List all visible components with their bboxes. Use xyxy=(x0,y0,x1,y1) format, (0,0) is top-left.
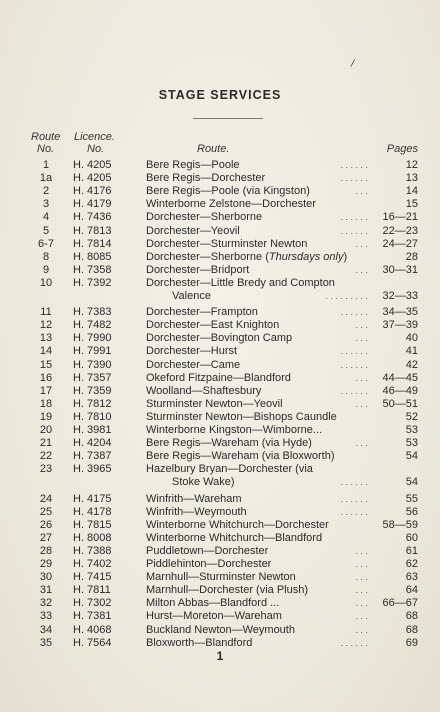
leader-dots: . . . . . . . . . xyxy=(325,291,368,301)
leader-dots: . . . . . . xyxy=(340,359,368,370)
route-name: Bere Regis—Wareham (via Bloxworth) xyxy=(146,450,335,463)
route-name: Hazelbury Bryan—Dorchester (via xyxy=(146,463,313,476)
page-ref: 58—59 xyxy=(382,518,418,531)
route-name: Dorchester—Sherborne xyxy=(146,211,263,224)
page-ref: 68 xyxy=(405,623,418,636)
page-ref: 53 xyxy=(405,424,418,436)
route-number: 28 xyxy=(39,544,53,557)
route-number: 30 xyxy=(39,571,53,584)
leader-dots: . . . . . . xyxy=(340,173,368,184)
page-ref: 55 xyxy=(405,492,418,505)
licence-number: H. 4178 xyxy=(73,505,112,518)
leader-dots: . . . xyxy=(355,372,368,383)
table-row xyxy=(0,185,440,198)
leader-dots: . . . . . . xyxy=(340,212,368,223)
table-row xyxy=(0,584,440,597)
table-row xyxy=(0,637,440,650)
table-row xyxy=(0,345,440,358)
licence-number: H. 7357 xyxy=(73,371,112,384)
leader-dots: . . . xyxy=(355,398,368,409)
page-ref: 40 xyxy=(405,332,418,345)
route-name: Buckland Newton—Weymouth xyxy=(146,623,295,636)
route-name: Winterborne Whitchurch—Dorchester xyxy=(146,518,329,531)
licence-number: H. 4204 xyxy=(73,437,112,450)
table-row xyxy=(0,225,440,238)
route-name: Dorchester—Frampton xyxy=(146,306,258,319)
table-row xyxy=(0,506,440,519)
page-ref: 13 xyxy=(405,172,418,185)
route-number: 34 xyxy=(39,623,53,636)
leader-dots: . . . xyxy=(355,624,368,635)
route-number: 26 xyxy=(39,518,53,531)
table-row xyxy=(0,211,440,224)
route-name: Puddletown—Dorchester xyxy=(146,544,269,557)
leader-dots: . . . . . . xyxy=(340,493,368,504)
table-row xyxy=(0,476,440,489)
licence-number: H. 7387 xyxy=(73,450,112,463)
title-rule xyxy=(193,118,263,119)
table-row xyxy=(0,159,440,172)
route-number: 18 xyxy=(39,397,53,410)
licence-number: H. 7813 xyxy=(73,224,112,237)
route-number: 21 xyxy=(39,437,53,450)
route-name: Valence xyxy=(172,290,211,302)
page-ref: 62 xyxy=(405,558,418,570)
licence-number: H. 4179 xyxy=(73,198,112,211)
leader-dots: . . . . . . xyxy=(340,346,368,357)
page-ref: 42 xyxy=(405,358,418,371)
pen-mark: / xyxy=(349,57,356,71)
page-ref: 34—35 xyxy=(382,306,418,319)
route-number: 19 xyxy=(39,410,53,423)
route-name: Winterborne Kingston—Wimborne... xyxy=(146,424,323,436)
page-ref: 54 xyxy=(405,450,418,463)
licence-number: H. 7390 xyxy=(73,358,112,371)
licence-number: H. 7991 xyxy=(73,345,112,358)
licence-number: H. 7436 xyxy=(73,211,112,224)
page-ref: 24—27 xyxy=(382,237,418,250)
table-row xyxy=(0,450,440,463)
table-row xyxy=(0,597,440,610)
table-row xyxy=(0,306,440,319)
page-ref: 30—31 xyxy=(382,263,418,276)
route-name: Hurst—Moreton—Wareham xyxy=(146,610,282,623)
leader-dots: . . . . . . xyxy=(340,506,368,517)
route-name: Winterborne Whitchurch—Blandford xyxy=(146,531,323,544)
table-row xyxy=(0,411,440,424)
table-row xyxy=(0,398,440,411)
route-name: Dorchester—Sturminster Newton xyxy=(146,237,308,250)
page-ref: 61 xyxy=(405,544,418,557)
route-number: 1 xyxy=(42,159,50,171)
table-row xyxy=(0,624,440,637)
route-number: 4 xyxy=(42,211,50,224)
route-number: 33 xyxy=(39,610,53,623)
route-number: 25 xyxy=(39,505,53,518)
licence-number: H. 7392 xyxy=(73,276,112,289)
table-row xyxy=(0,493,440,506)
licence-number: H. 4175 xyxy=(73,492,112,505)
leader-dots: . . . . . . xyxy=(340,160,368,170)
page-ref: 66—67 xyxy=(382,597,418,610)
route-name: Dorchester—Yeovil xyxy=(146,224,240,237)
route-number: 6-7 xyxy=(38,237,54,250)
licence-number: H. 4205 xyxy=(73,172,112,185)
table-row xyxy=(0,385,440,398)
route-name: Sturminster Newton—Yeovil xyxy=(146,397,283,410)
page-ref: 15 xyxy=(405,198,418,211)
licence-number: H. 4205 xyxy=(73,159,112,171)
route-number: 16 xyxy=(39,371,53,384)
route-number: 22 xyxy=(39,450,53,463)
route-name: Bere Regis—Wareham (via Hyde) xyxy=(146,437,312,450)
licence-number: H. 7482 xyxy=(73,319,112,332)
table-row xyxy=(0,571,440,584)
licence-number: H. 7415 xyxy=(73,571,112,584)
licence-number: H. 7302 xyxy=(73,597,112,610)
route-name: Bere Regis—Poole (via Kingston) xyxy=(146,185,310,198)
route-number: 10 xyxy=(39,276,53,289)
route-number: 20 xyxy=(39,424,53,436)
licence-number: H. 7359 xyxy=(73,384,112,397)
licence-number: H. 7383 xyxy=(73,306,112,319)
page-ref: 28 xyxy=(405,250,418,263)
page-ref: 37—39 xyxy=(382,319,418,332)
route-number: 24 xyxy=(39,492,53,505)
page-ref: 41 xyxy=(405,345,418,358)
licence-number: H. 3981 xyxy=(73,424,112,436)
route-name: Winfrith—Wareham xyxy=(146,492,242,505)
page-ref: 54 xyxy=(405,476,418,489)
page-ref: 46—49 xyxy=(382,384,418,397)
table-row xyxy=(0,558,440,571)
route-number: 2 xyxy=(42,185,50,198)
route-number: 14 xyxy=(39,345,53,358)
leader-dots: . . . xyxy=(355,585,368,596)
header-route: Route. xyxy=(197,143,230,155)
page-ref: 14 xyxy=(405,185,418,198)
licence-number: H. 4068 xyxy=(73,623,112,636)
leader-dots: . . . xyxy=(355,320,368,331)
route-name: Milton Abbas—Blandford ... xyxy=(146,597,280,610)
route-number: 9 xyxy=(42,263,50,276)
header-licence-line1: Licence. xyxy=(74,131,115,143)
page-ref: 52 xyxy=(405,410,418,423)
leader-dots: . . . . . . xyxy=(340,225,368,236)
route-number: 1a xyxy=(39,172,53,185)
route-name: Dorchester—Bridport xyxy=(146,263,250,276)
licence-number: H. 7381 xyxy=(73,610,112,623)
leader-dots: . . . xyxy=(355,559,368,569)
leader-dots: . . . . . . xyxy=(340,477,368,488)
route-name: Marnhull—Sturminster Newton xyxy=(146,571,296,584)
route-name: Dorchester—Bovington Camp xyxy=(146,332,293,345)
licence-number: H. 7812 xyxy=(73,397,112,410)
licence-number: H. 3965 xyxy=(73,463,112,476)
leader-dots: . . . xyxy=(355,572,368,583)
route-number: 35 xyxy=(39,636,53,649)
table-row xyxy=(0,290,440,303)
route-name: Stoke Wake) xyxy=(172,476,235,489)
route-number: 3 xyxy=(42,198,50,211)
page-ref: 60 xyxy=(405,531,418,544)
page-ref: 16—21 xyxy=(382,211,418,224)
table-row xyxy=(0,610,440,623)
page-ref: 50—51 xyxy=(382,397,418,410)
leader-dots: . . . xyxy=(355,238,368,249)
licence-number: H. 7402 xyxy=(73,558,112,570)
table-row xyxy=(0,545,440,558)
table-row xyxy=(0,319,440,332)
page-ref: 12 xyxy=(405,159,418,171)
route-number: 15 xyxy=(39,358,53,371)
licence-number: H. 7990 xyxy=(73,332,112,345)
table-row xyxy=(0,172,440,185)
leader-dots: . . . xyxy=(355,611,368,622)
page-ref: 32—33 xyxy=(382,290,418,302)
route-number: 23 xyxy=(39,463,53,476)
header-pages: Pages xyxy=(386,143,418,155)
route-name: Dorchester—Little Bredy and Compton xyxy=(146,276,335,289)
leader-dots: . . . xyxy=(355,598,368,609)
page-number: 1 xyxy=(216,649,224,663)
leader-dots: . . . xyxy=(355,333,368,344)
table-row xyxy=(0,251,440,264)
page-ref: 63 xyxy=(405,571,418,584)
route-number: 13 xyxy=(39,332,53,345)
leader-dots: . . . . . . xyxy=(340,637,368,648)
route-name: Marnhull—Dorchester (via Plush) xyxy=(146,584,308,597)
route-name: Dorchester—Sherborne (Thursdays only) xyxy=(146,250,348,263)
route-name: Woolland—Shaftesbury xyxy=(146,384,262,397)
licence-number: H. 7814 xyxy=(73,237,112,250)
route-name: Winterborne Zelstone—Dorchester xyxy=(146,198,316,211)
table-row xyxy=(0,238,440,251)
licence-number: H. 7815 xyxy=(73,518,112,531)
licence-number: H. 7564 xyxy=(73,636,112,649)
route-name: Bloxworth—Blandford xyxy=(146,636,253,649)
route-name: Dorchester—Came xyxy=(146,358,241,371)
route-number: 17 xyxy=(39,384,53,397)
licence-number: H. 4176 xyxy=(73,185,112,198)
licence-number: H. 8085 xyxy=(73,250,112,263)
page-ref: 44—45 xyxy=(382,371,418,384)
leader-dots: . . . xyxy=(355,438,368,449)
page-ref: 64 xyxy=(405,584,418,597)
licence-number: H. 7388 xyxy=(73,544,112,557)
table-row xyxy=(0,424,440,437)
leader-dots: . . . xyxy=(355,186,368,197)
table-row xyxy=(0,332,440,345)
licence-number: H. 7811 xyxy=(73,584,111,597)
route-name: Sturminster Newton—Bishops Caundle xyxy=(146,410,337,423)
table-row xyxy=(0,463,440,476)
page-ref: 53 xyxy=(405,437,418,450)
table-row xyxy=(0,277,440,290)
header-route-no-line1: Route xyxy=(31,131,61,143)
route-name: Winfrith—Weymouth xyxy=(146,505,247,518)
header-licence-no xyxy=(74,131,115,155)
route-name: Dorchester—East Knighton xyxy=(146,319,280,332)
table-row xyxy=(0,437,440,450)
licence-number: H. 7810 xyxy=(73,410,112,423)
header-licence-line2: No. xyxy=(87,143,105,155)
leader-dots: . . . xyxy=(355,264,368,275)
route-number: 31 xyxy=(39,584,53,597)
leader-dots: . . . . . . xyxy=(340,307,368,318)
table-row xyxy=(0,198,440,211)
route-number: 5 xyxy=(42,224,50,237)
route-name: Bere Regis—Poole xyxy=(146,159,240,171)
table-row xyxy=(0,264,440,277)
leader-dots: . . . xyxy=(355,545,368,556)
route-name: Dorchester—Hurst xyxy=(146,345,238,358)
table-row xyxy=(0,532,440,545)
licence-number: H. 8008 xyxy=(73,531,112,544)
table-row xyxy=(0,359,440,372)
page-ref: 69 xyxy=(405,636,418,649)
header-route-no-line2: No. xyxy=(37,143,55,155)
page-title: STAGE SERVICES xyxy=(158,88,282,102)
route-number: 11 xyxy=(40,306,52,319)
route-number: 12 xyxy=(39,319,53,332)
header-route-no xyxy=(31,131,60,155)
route-number: 8 xyxy=(42,250,50,263)
route-name: Bere Regis—Dorchester xyxy=(146,172,266,185)
leader-dots: . . . . . . xyxy=(340,385,368,396)
route-name: Piddlehinton—Dorchester xyxy=(146,558,272,570)
route-name: Okeford Fitzpaine—Blandford xyxy=(146,371,291,384)
table-row xyxy=(0,372,440,385)
page-ref: 22—23 xyxy=(382,224,418,237)
table-row xyxy=(0,519,440,532)
licence-number: H. 7358 xyxy=(73,263,112,276)
page-ref: 56 xyxy=(405,505,418,518)
route-number: 27 xyxy=(39,531,53,544)
route-number: 32 xyxy=(39,597,53,610)
page-ref: 68 xyxy=(405,610,418,623)
route-number: 29 xyxy=(39,558,53,570)
